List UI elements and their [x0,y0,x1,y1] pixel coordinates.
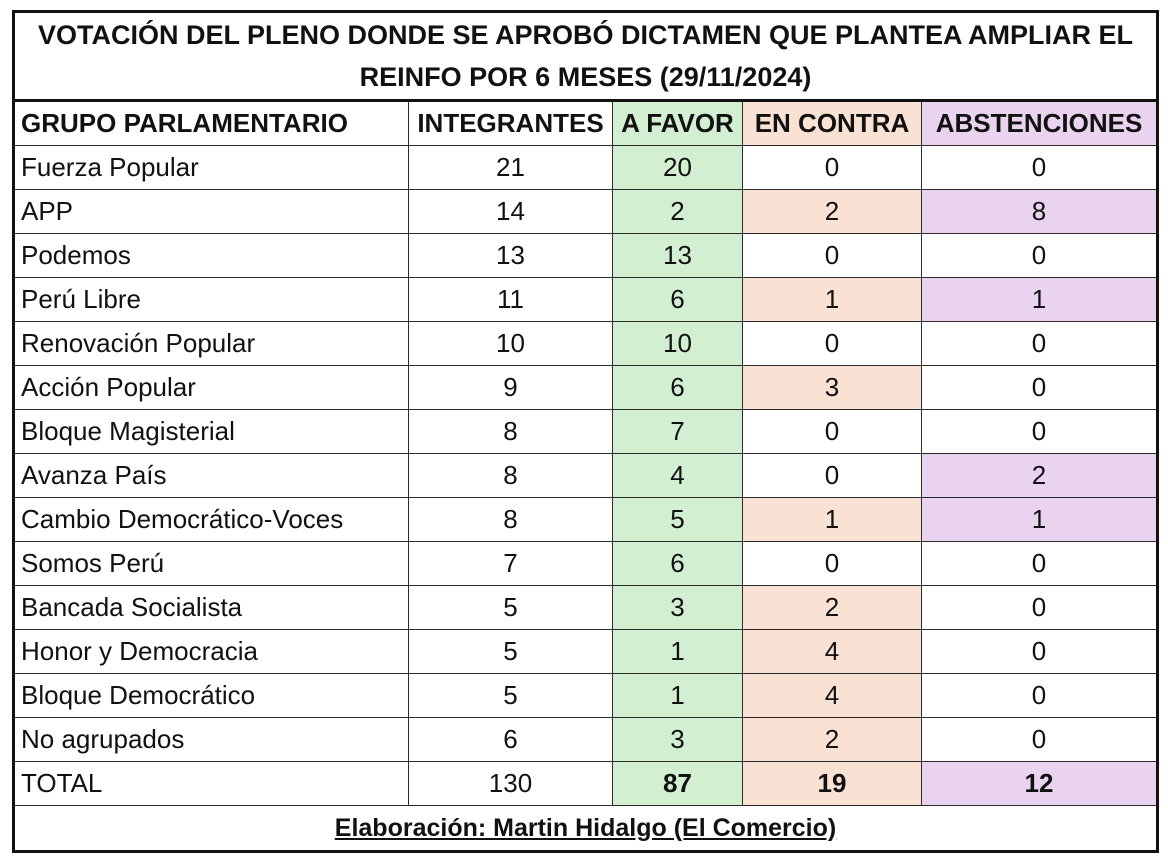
cell-group[interactable]: Cambio Democrático-Voces [14,498,409,542]
table-row [14,366,1158,410]
cell-against[interactable]: 3 [743,366,922,410]
cell-group[interactable]: Renovación Popular [14,322,409,366]
total-abstentions[interactable]: 12 [922,762,1158,806]
cell-group[interactable]: Acción Popular [14,366,409,410]
cell-abstentions[interactable]: 0 [922,410,1158,454]
header-abstentions[interactable]: ABSTENCIONES [922,101,1158,146]
total-label[interactable]: TOTAL [14,762,409,806]
cell-against[interactable]: 1 [743,278,922,322]
header-row [14,101,1158,146]
cell-abstentions[interactable]: 1 [922,498,1158,542]
cell-members[interactable]: 8 [409,498,613,542]
total-against[interactable]: 19 [743,762,922,806]
vote-table [12,10,1159,853]
cell-group[interactable]: Podemos [14,234,409,278]
cell-members[interactable]: 5 [409,630,613,674]
cell-against[interactable]: 1 [743,498,922,542]
cell-group[interactable]: No agrupados [14,718,409,762]
cell-abstentions[interactable]: 0 [922,366,1158,410]
cell-favor[interactable]: 20 [613,146,743,190]
header-members[interactable]: INTEGRANTES [409,101,613,146]
total-favor[interactable]: 87 [613,762,743,806]
cell-abstentions[interactable]: 8 [922,190,1158,234]
cell-abstentions[interactable]: 0 [922,146,1158,190]
total-members[interactable]: 130 [409,762,613,806]
table-row [14,586,1158,630]
cell-against[interactable]: 0 [743,146,922,190]
cell-against[interactable]: 0 [743,542,922,586]
cell-group[interactable]: Fuerza Popular [14,146,409,190]
table-row [14,190,1158,234]
cell-members[interactable]: 11 [409,278,613,322]
cell-group[interactable]: Avanza País [14,454,409,498]
cell-members[interactable]: 7 [409,542,613,586]
cell-members[interactable]: 6 [409,718,613,762]
table-row [14,454,1158,498]
cell-against[interactable]: 0 [743,410,922,454]
cell-against[interactable]: 0 [743,322,922,366]
cell-against[interactable]: 2 [743,190,922,234]
cell-against[interactable]: 2 [743,586,922,630]
cell-group[interactable]: APP [14,190,409,234]
cell-favor[interactable]: 6 [613,542,743,586]
cell-against[interactable]: 2 [743,718,922,762]
spreadsheet [12,10,1156,850]
cell-group[interactable]: Bloque Magisterial [14,410,409,454]
cell-group[interactable]: Somos Perú [14,542,409,586]
table-row [14,322,1158,366]
cell-against[interactable]: 4 [743,630,922,674]
cell-members[interactable]: 8 [409,454,613,498]
header-against[interactable]: EN CONTRA [743,101,922,146]
cell-abstentions[interactable]: 0 [922,586,1158,630]
table-row [14,146,1158,190]
cell-favor[interactable]: 3 [613,718,743,762]
table-row [14,674,1158,718]
cell-against[interactable]: 0 [743,234,922,278]
cell-favor[interactable]: 1 [613,674,743,718]
cell-members[interactable]: 14 [409,190,613,234]
table-row [14,410,1158,454]
cell-members[interactable]: 5 [409,674,613,718]
cell-favor[interactable]: 13 [613,234,743,278]
table-row [14,278,1158,322]
table-title[interactable]: VOTACIÓN DEL PLENO DONDE SE APROBÓ DICTAMEN QUE PLANTEA AMPLIAR EL REINFO POR 6 MESES (29/11/2024) [14,12,1158,101]
cell-abstentions[interactable]: 1 [922,278,1158,322]
cell-favor[interactable]: 4 [613,454,743,498]
cell-members[interactable]: 8 [409,410,613,454]
table-row [14,718,1158,762]
cell-group[interactable]: Honor y Democracia [14,630,409,674]
cell-abstentions[interactable]: 0 [922,234,1158,278]
table-row [14,498,1158,542]
cell-favor[interactable]: 3 [613,586,743,630]
cell-members[interactable]: 9 [409,366,613,410]
cell-against[interactable]: 0 [743,454,922,498]
cell-group[interactable]: Perú Libre [14,278,409,322]
cell-favor[interactable]: 7 [613,410,743,454]
credit-text[interactable]: Elaboración: Martin Hidalgo (El Comercio) [14,806,1158,852]
cell-abstentions[interactable]: 0 [922,718,1158,762]
table-row [14,542,1158,586]
cell-abstentions[interactable]: 2 [922,454,1158,498]
cell-favor[interactable]: 6 [613,278,743,322]
cell-members[interactable]: 13 [409,234,613,278]
cell-favor[interactable]: 6 [613,366,743,410]
title-row [14,12,1158,101]
cell-members[interactable]: 10 [409,322,613,366]
cell-group[interactable]: Bancada Socialista [14,586,409,630]
total-row [14,762,1158,806]
cell-group[interactable]: Bloque Democrático [14,674,409,718]
table-row [14,234,1158,278]
cell-abstentions[interactable]: 0 [922,322,1158,366]
cell-favor[interactable]: 5 [613,498,743,542]
cell-favor[interactable]: 2 [613,190,743,234]
credit-row [14,806,1158,852]
cell-abstentions[interactable]: 0 [922,630,1158,674]
header-group[interactable]: GRUPO PARLAMENTARIO [14,101,409,146]
cell-abstentions[interactable]: 0 [922,542,1158,586]
cell-members[interactable]: 21 [409,146,613,190]
cell-members[interactable]: 5 [409,586,613,630]
table-row [14,630,1158,674]
cell-against[interactable]: 4 [743,674,922,718]
cell-favor[interactable]: 1 [613,630,743,674]
cell-abstentions[interactable]: 0 [922,674,1158,718]
header-favor[interactable]: A FAVOR [613,101,743,146]
cell-favor[interactable]: 10 [613,322,743,366]
